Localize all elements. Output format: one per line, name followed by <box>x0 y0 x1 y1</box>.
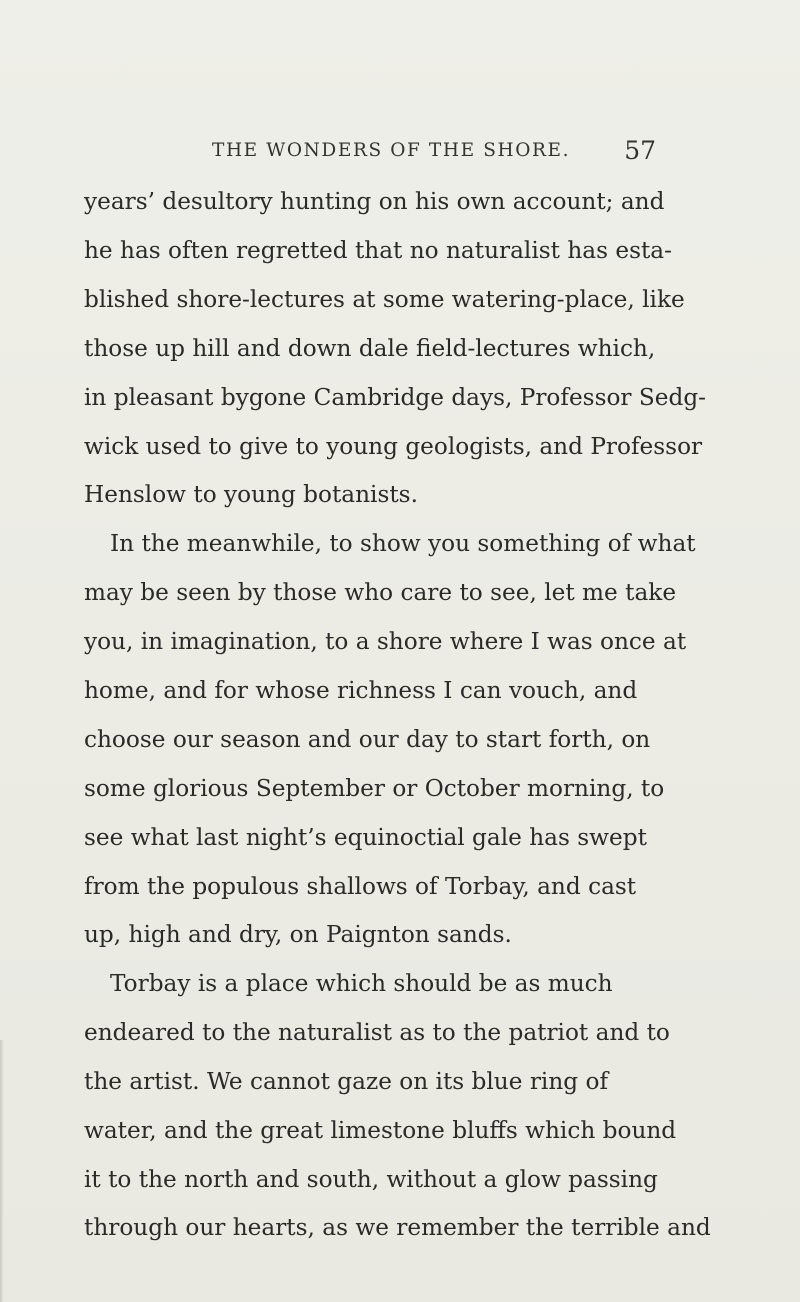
text-line: may be seen by those who care to see, let me take <box>84 579 677 606</box>
text-line: up, high and dry, on Paignton sands. <box>84 921 512 948</box>
text-line: he has often regretted that no naturalist has esta- <box>84 237 672 264</box>
text-line: blished shore-lectures at some watering-place, like <box>84 286 685 313</box>
text-line: from the populous shallows of Torbay, and cast <box>84 873 637 900</box>
text-line: in pleasant bygone Cambridge days, Professor Sedg- <box>84 384 707 411</box>
text-line: you, in imagination, to a shore where I was once at <box>84 628 687 655</box>
text-line: home, and for whose richness I can vouch, and <box>84 677 638 704</box>
text-line: it to the north and south, without a glow passing <box>84 1166 658 1193</box>
text-line: some glorious September or October morning, to <box>84 775 665 802</box>
text-line: years’ desultory hunting on his own account; and <box>84 188 665 215</box>
paragraph-start-line: Torbay is a place which should be as much <box>110 970 613 997</box>
text-line: those up hill and down dale field-lectures which, <box>84 335 656 362</box>
page-number: 57 <box>624 136 656 165</box>
binding-edge-shadow <box>0 1040 4 1302</box>
text-line: through our hearts, as we remember the terrible and <box>84 1214 711 1241</box>
running-title: THE WONDERS OF THE SHORE. <box>212 140 571 161</box>
text-line: water, and the great limestone bluffs which bound <box>84 1117 677 1144</box>
text-line: see what last night’s equinoctial gale has swept <box>84 824 647 851</box>
text-line: the artist. We cannot gaze on its blue ring of <box>84 1068 609 1095</box>
paragraph-start-line: In the meanwhile, to show you something of what <box>110 530 696 557</box>
text-line: choose our season and our day to start forth, on <box>84 726 651 753</box>
text-line: wick used to give to young geologists, and Professor <box>84 433 703 460</box>
text-line: Henslow to young botanists. <box>84 481 418 508</box>
page-header <box>212 136 656 165</box>
text-line: endeared to the naturalist as to the patriot and to <box>84 1019 670 1046</box>
